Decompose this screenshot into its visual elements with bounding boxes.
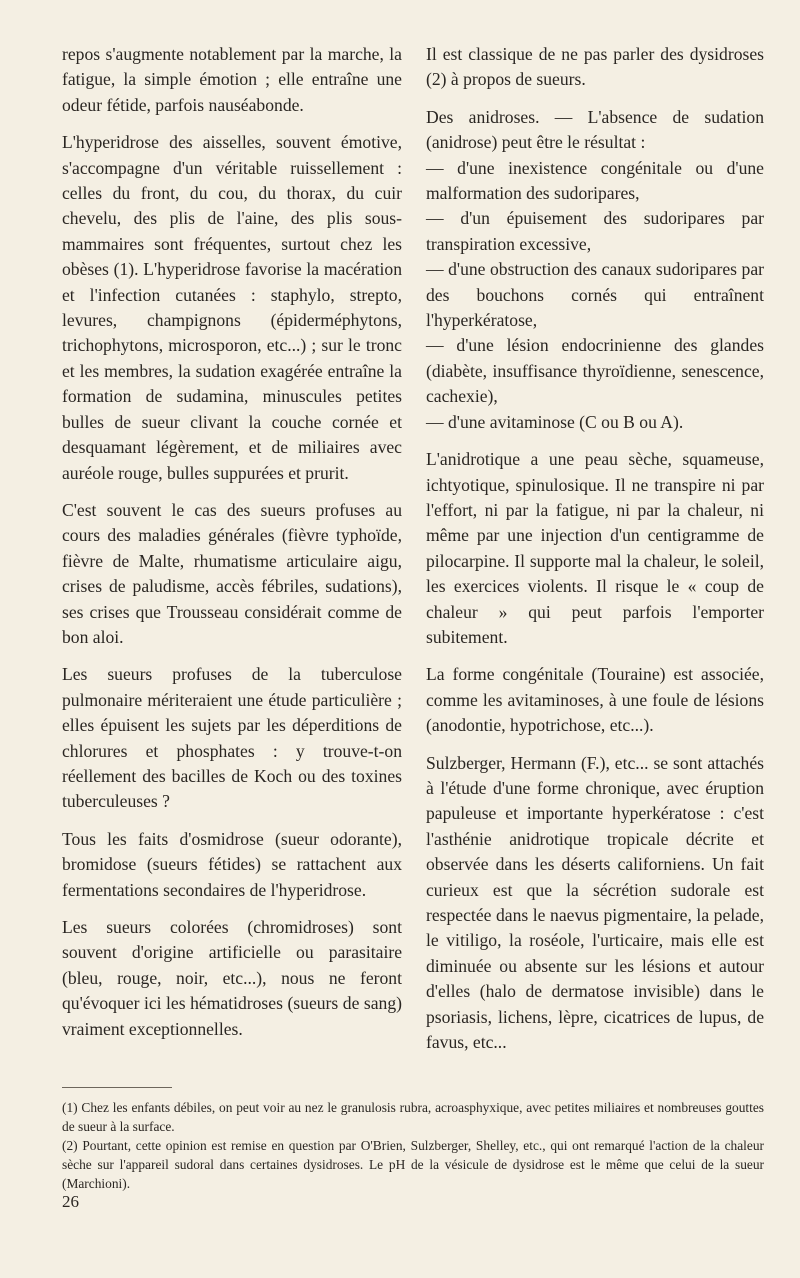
paragraph: C'est souvent le cas des sueurs profuses au cours des maladies générales (fièvre typhoïde, fièvre de Malte, rhumatisme articulaire aigu, crises de paludisme, accès fébriles, sudations), ses crises que Trousseau considérait comme de bon aloi. [62, 499, 402, 647]
list-item: — d'une obstruction des canaux sudoripares par des bouchons cornés qui entraînent l'hyperkératose, [426, 259, 764, 331]
footnote: (2) Pourtant, cette opinion est remise en question par O'Brien, Sulzberger, Shelley, etc., qui ont remarqué l'action de la chaleur sèche sur l'appareil sudoral dans certaines dysidroses. Le pH de la vésicule de dysidrose est le même que celui de la sueur (Marchioni). [62, 1138, 764, 1191]
list-item: — d'une inexistence congénitale ou d'une malformation des sudoripares, [426, 157, 764, 204]
left-column [62, 42, 402, 1054]
paragraph: L'hyperidrose des aisselles, souvent émotive, s'accompagne d'un véritable ruissellement : celles du front, du cou, du thorax, du cuir chevelu, des plis de l'aine, des plis sous-mammaires sont fréquentes, surtout chez les obèses (1). L'hyperidrose favorise la macération et l'infection cutanées : staphylo, strepto, levures, champignons (épiderméphytons, trichophytons, microsporon, etc...) ; sur le tronc et les membres, la sudation exagérée entraîne la formation de sudamina, minuscules petites bulles de sueur clivant la couche cornée et desquamant légèrement, et de miliaires avec auréole rouge, bulles suppurées et prurit. [62, 132, 402, 483]
list-item: — d'un épuisement des sudoripares par transpiration excessive, [426, 208, 764, 254]
paragraph: La forme congénitale (Touraine) est associée, comme les avitaminoses, à une foule de lésions (anodontie, hypotrichose, etc...). [426, 664, 764, 736]
paragraph: Les sueurs colorées (chromidroses) sont souvent d'origine artificielle ou parasitaire (bleu, rouge, noir, etc...), nous ne feront qu'évoquer ici les hématidroses (sueurs de sang) vraiment exceptionnelles. [62, 917, 402, 1039]
paragraph: Sulzberger, Hermann (F.), etc... se sont attachés à l'étude d'une forme chronique, avec éruption papuleuse et importante hyperkératose : c'est l'asthénie anidrotique tropicale décrite et observée dans les déserts californiens. Un fait curieux est que la sécrétion sudorale est respectée dans le naevus pigmentaire, la pelade, le vitiligo, la roséole, l'urticaire, mais elle est diminuée ou absente sur les lésions et autour d'elles (halo de dermatose invisible) dans le psoriasis, lichens, lèpre, cicatrices de lupus, de favus, etc... [426, 752, 764, 1053]
paragraph: L'anidrotique a une peau sèche, squameuse, ichtyotique, spinulosique. Il ne transpire ni par l'effort, ni par la fatigue, ni par la chaleur, ni même par une injection d'un centigramme de pilocarpine. Il supporte mal la chaleur, le soleil, les exercices violents. Il risque le « coup de chaleur » qui peut parfois l'emporter subitement. [426, 449, 764, 647]
paragraph: Des anidroses. — L'absence de sudation (anidrose) peut être le résultat : [426, 106, 764, 153]
paragraph: Tous les faits d'osmidrose (sueur odorante), bromidose (sueurs fétides) se rattachent aux fermentations secondaires de l'hyperidrose. [62, 828, 402, 900]
paragraph: Il est classique de ne pas parler des dysidroses (2) à propos de sueurs. [426, 44, 764, 90]
paragraph: Les sueurs profuses de la tuberculose pulmonaire mériteraient une étude particulière ; elles épuisent les sujets par les déperditions de chlorures et phosphates : y trouve-t-on réellement des bacilles de Koch ou des toxines tuberculeuses ? [62, 664, 402, 812]
list-item: — d'une avitaminose (C ou B ou A). [426, 411, 684, 432]
page-number: 26 [62, 1192, 79, 1211]
footnote: (1) Chez les enfants débiles, on peut voir au nez le granulosis rubra, acroasphyxique, avec petites miliaires et nombreuses gouttes de sueur à la surface. [62, 1100, 764, 1134]
paragraph: repos s'augmente notablement par la marche, la fatigue, la simple émotion ; elle entraîne une odeur fétide, parfois nauséabonde. [62, 44, 402, 115]
footnotes [62, 1098, 764, 1193]
right-column [426, 42, 764, 1067]
list-item: — d'une lésion endocrinienne des glandes (diabète, insuffisance thyroïdienne, senescence, cachexie), [426, 335, 764, 407]
footnote-divider [62, 1087, 172, 1088]
